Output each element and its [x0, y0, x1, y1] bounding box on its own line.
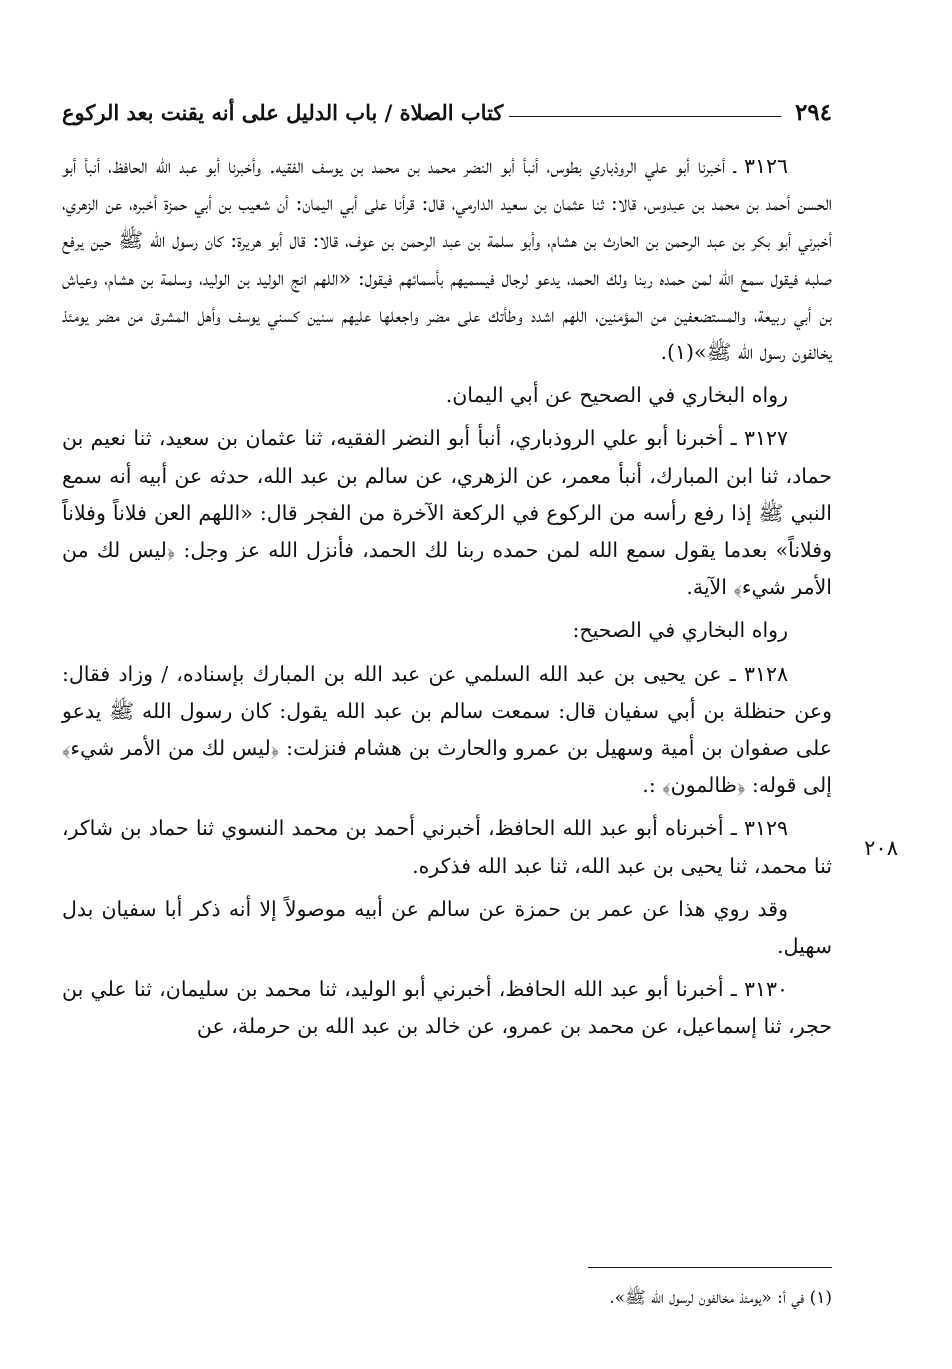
running-title: كتاب الصلاة / باب الدليل على أنه يقنت بعد الركوع: [62, 99, 504, 125]
footnote-rule: [588, 1267, 832, 1268]
hadith-3129: ٣١٢٩ ـ أخبرناه أبو عبد الله الحافظ، أخبرني أحمد بن محمد النسوي ثنا حماد بن شاكر، ثنا محمد، ثنا يحيى بن عبد الله، ثنا عبد الله فذكره.: [62, 816, 832, 878]
hadith-3126: ٣١٢٦ ـ أخبرنا أبو علي الروذباري بطوس، أنبأ أبو النضر محمد بن محمد بن يوسف الفقيه. وأخبرنا أبو عبد الله الحافظ، أنبأ أبو الحسن أحمد بن محمد بن عبدوس، قالا: ثنا عثمان بن سعيد الدارمي، قال: قرأنا على أبي اليمان: أن شعيب بن أبي حمزة أخبره، عن الزهري، أخبرني أبو بكر بن عبد الرحمن بن الحارث بن هشام، وأبو سلمة بن عبد الرحمن بن عوف، قالا: قال أبو هريرة: كان رسول الله ﷺ حين يرفع صلبه فيقول سمع الله لمن حمده ربنا ولك الحمد، يدعو لرجال فيسميهم بأسمائهم فيقول: «اللهم انج الوليد بن الوليد، وسلمة بن هشام، وعياش بن أبي ربيعة، والمستضعفين من المؤمنين، اللهم اشدد وطأتك على مضر واجعلها عليهم سنين كسني يوسف وأهل المشرق من مضر يومئذ يخالفون رسول الله ﷺ»(١).: [62, 154, 832, 365]
header-rule: [509, 116, 781, 117]
narration-note: رواه البخاري في الصحيح:: [572, 618, 788, 643]
hadith-3130: ٣١٣٠ ـ أخبرنا أبو عبد الله الحافظ، أخبرني أبو الوليد، ثنا محمد بن سليمان، ثنا علي بن حجر، ثنا إسماعيل، عن محمد بن عمرو، عن خالد بن عبد الله بن حرملة، عن: [62, 977, 832, 1039]
commentary-paragraph: وقد روي هذا عن عمر بن حمزة عن سالم عن أبيه موصولاً إلا أنه ذكر أبا سفيان بدل سهيل.: [62, 896, 832, 959]
hadith-3127: ٣١٢٧ ـ أخبرنا أبو علي الروذباري، أنبأ أبو النضر الفقيه، ثنا عثمان بن سعيد، ثنا نعيم بن حماد، ثنا ابن المبارك، أنبأ معمر، عن الزهري، عن سالم بن عبد الله، حدثه عن أبيه أنه سمع النبي ﷺ إذا رفع رأسه من الركوع في الركعة الآخرة من الفجر قال: «اللهم العن فلاناً وفلاناً وفلاناً» بعدما يقول سمع الله لمن حمده ربنا لك الحمد، فأنزل الله عز وجل: ﴿ليس لك من الأمر شيء﴾ الآية.: [62, 426, 832, 600]
margin-page-number: ٢٠٨: [864, 836, 898, 860]
page-number: ٢٩٤: [794, 98, 832, 126]
page-header: [62, 92, 832, 132]
page-body: [62, 148, 832, 1046]
narration-note: رواه البخاري في الصحيح عن أبي اليمان.: [445, 383, 788, 408]
footnote: (١) في أ: «يومئذ مخالفون لرسول الله ﷺ».: [609, 1288, 832, 1308]
hadith-3128: ٣١٢٨ ـ عن يحيى بن عبد الله السلمي عن عبد الله بن المبارك بإسناده، / وزاد فقال: وعن حنظلة بن أبي سفيان قال: سمعت سالم بن عبد الله يقول: كان رسول الله ﷺ يدعو على صفوان بن أمية وسهيل بن عمرو والحارث بن هشام فنزلت: ﴿ليس لك من الأمر شيء﴾ إلى قوله: ﴿ظالمون﴾ :.: [62, 661, 832, 798]
